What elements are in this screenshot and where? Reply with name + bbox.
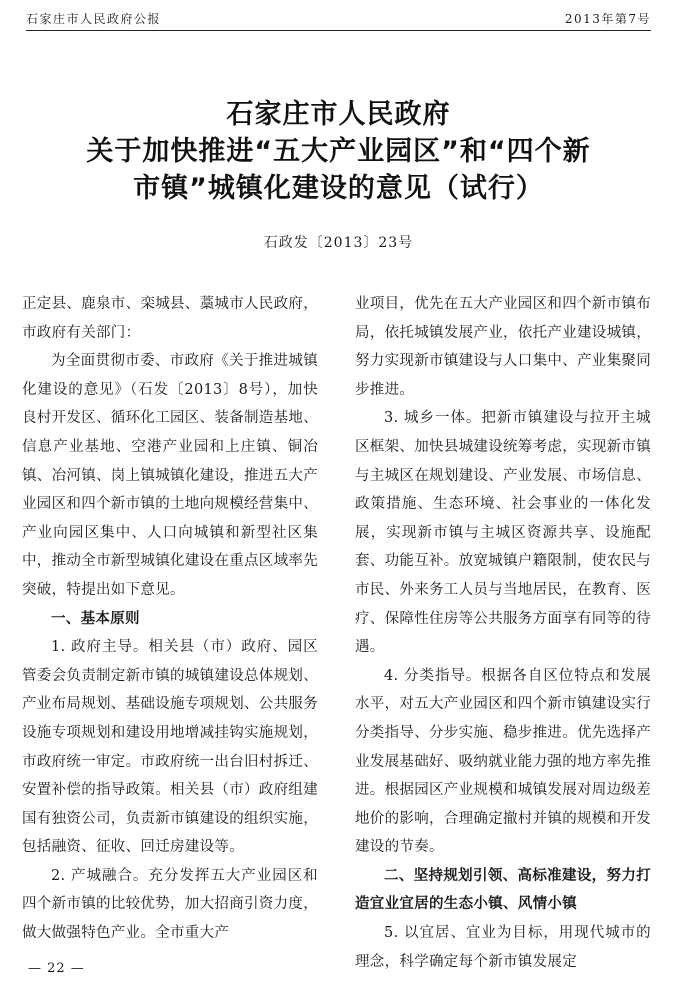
right-column bbox=[355, 290, 651, 976]
title-line-2: 关于加快推进“五大产业园区”和“四个新 bbox=[86, 136, 591, 167]
title-line-1: 石家庄市人民政府 bbox=[226, 99, 451, 130]
document-number: 石政发〔2013〕23号 bbox=[263, 235, 414, 251]
intro-paragraph: 为全面贯彻市委、市政府《关于推进城镇化建设的意见》（石发〔2013〕8号），加快良村开发区、循环化工园区、装备制造基地、信息产业基地、空港产业园和上庄镇、铜冶镇、冶河镇、岗上镇城镇化建设，推进五大产业园区和四个新市镇的土地向规模经营集中、产业向园区集中、人口向城镇和新型社区集中，推动全市新型城镇化建设在重点区域率先突破，特提出如下意见。 bbox=[22, 353, 318, 598]
header-issue-number: 2013年第7号 bbox=[564, 11, 651, 26]
section-heading-2: 二、坚持规划引领、高标准建设，努力打造宜业宜居的生态小镇、风情小镇 bbox=[355, 867, 651, 913]
principle-paragraph-4: 4. 分类指导。根据各自区位特点和发展水平，对五大产业园区和四个新市镇建设实行分类指导、分步实施、稳步推进。优先选择产业发展基础好、吸纳就业能力强的地方率先推进。根据园区产业规模和城镇发展对周边级差地价的影响，合理确定撤村并镇的规模和开发建设的节奏。 bbox=[355, 667, 651, 856]
header-publication-name: 石家庄市人民政府公报 bbox=[26, 11, 162, 26]
section-heading-1: 一、基本原则 bbox=[51, 610, 140, 627]
measure-paragraph-5: 5. 以宜居、宜业为目标，用现代城市的理念，科学确定每个新市镇发展定 bbox=[355, 925, 651, 970]
page-number: — 22 — bbox=[28, 961, 85, 976]
principle-paragraph-3: 3. 城乡一体。把新市镇建设与拉开主城区框架、加快县城建设统筹考虑，实现新市镇与主城区在规划建设、产业发展、市场信息、政策措施、生态环境、社会事业的一体化发展，实现新市镇与主城区资源共享、设施配套、功能互补。放宽城镇户籍限制，使农民与市民、外来务工人员与当地居民，在教育、医疗、保障性住房等公共服务方面享有同等的待遇。 bbox=[355, 410, 651, 656]
principle-paragraph-2-cont: 业项目，优先在五大产业园区和四个新市镇布局，依托城镇发展产业，依托产业建设城镇，努力实现新市镇建设与人口集中、产业集聚同步推进。 bbox=[355, 296, 651, 398]
title-line-3: 市镇”城镇化建设的意见（试行） bbox=[133, 173, 544, 204]
principle-paragraph-2-start: 2. 产城融合。充分发挥五大产业园区和四个新市镇的比较优势，加大招商引资力度，做大做强特色产业。全市重大产 bbox=[22, 867, 318, 942]
page-header bbox=[26, 6, 651, 31]
document-title bbox=[0, 96, 677, 207]
left-column bbox=[22, 290, 318, 948]
principle-paragraph-1: 1. 政府主导。相关县（市）政府、园区管委会负责制定新市镇的城镇建设总体规划、产业布局规划、基础设施专项规划、公共服务设施专项规划和建设用地增减挂钩实施规划，市政府统一审定。市政府统一出台旧村拆迁、安置补偿的指导政策。相关县（市）政府组建国有独资公司，负责新市镇建设的组织实施，包括融资、征收、回迁房建设等。 bbox=[22, 639, 318, 856]
addressee-paragraph: 正定县、鹿泉市、栾城县、藁城市人民政府，市政府有关部门： bbox=[22, 296, 318, 341]
